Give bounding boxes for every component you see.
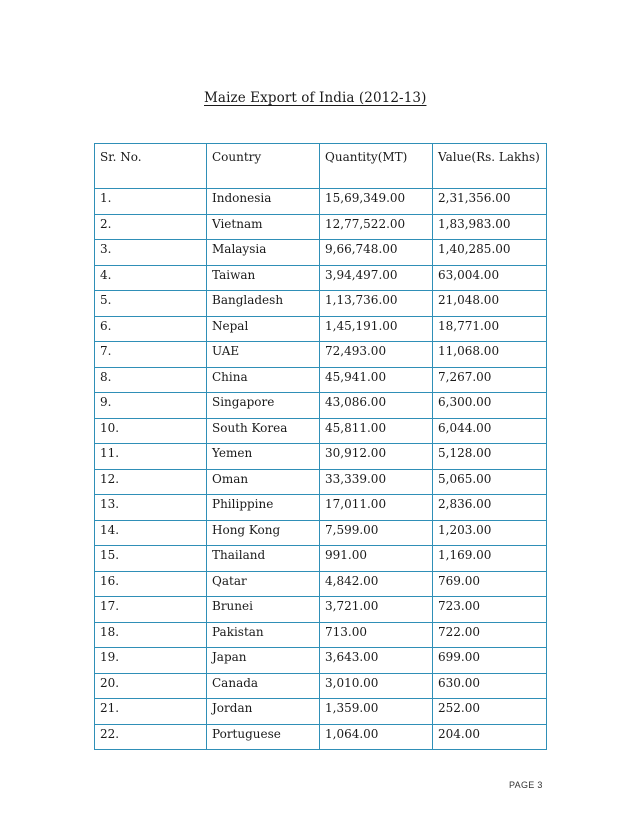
cell-sr-no: 5. — [95, 291, 207, 317]
cell-value: 1,83,983.00 — [433, 214, 547, 240]
cell-country: Qatar — [207, 571, 320, 597]
cell-country: Malaysia — [207, 240, 320, 266]
cell-sr-no: 6. — [95, 316, 207, 342]
cell-sr-no: 1. — [95, 189, 207, 215]
page-title: Maize Export of India (2012-13) — [204, 90, 427, 106]
cell-sr-no: 4. — [95, 265, 207, 291]
cell-sr-no: 15. — [95, 546, 207, 572]
cell-country: Singapore — [207, 393, 320, 419]
cell-quantity: 17,011.00 — [320, 495, 433, 521]
cell-country: Japan — [207, 648, 320, 674]
cell-sr-no: 9. — [95, 393, 207, 419]
cell-country: Jordan — [207, 699, 320, 725]
header-sr-no: Sr. No. — [95, 144, 207, 189]
cell-value: 252.00 — [433, 699, 547, 725]
cell-value: 21,048.00 — [433, 291, 547, 317]
cell-country: Brunei — [207, 597, 320, 623]
cell-sr-no: 12. — [95, 469, 207, 495]
table-row — [95, 418, 547, 444]
cell-sr-no: 10. — [95, 418, 207, 444]
cell-value: 6,300.00 — [433, 393, 547, 419]
cell-sr-no: 8. — [95, 367, 207, 393]
cell-quantity: 33,339.00 — [320, 469, 433, 495]
header-value: Value(Rs. Lakhs) — [433, 144, 547, 189]
cell-quantity: 1,359.00 — [320, 699, 433, 725]
cell-value: 2,31,356.00 — [433, 189, 547, 215]
cell-sr-no: 19. — [95, 648, 207, 674]
cell-value: 5,128.00 — [433, 444, 547, 470]
cell-country: Thailand — [207, 546, 320, 572]
table-row — [95, 291, 547, 317]
cell-value: 63,004.00 — [433, 265, 547, 291]
cell-country: Bangladesh — [207, 291, 320, 317]
cell-country: Yemen — [207, 444, 320, 470]
table-row — [95, 367, 547, 393]
header-quantity: Quantity(MT) — [320, 144, 433, 189]
table-row — [95, 699, 547, 725]
cell-quantity: 991.00 — [320, 546, 433, 572]
cell-quantity: 15,69,349.00 — [320, 189, 433, 215]
cell-country: South Korea — [207, 418, 320, 444]
cell-sr-no: 7. — [95, 342, 207, 368]
cell-value: 7,267.00 — [433, 367, 547, 393]
cell-value: 630.00 — [433, 673, 547, 699]
table-row — [95, 597, 547, 623]
cell-quantity: 3,721.00 — [320, 597, 433, 623]
table-row — [95, 265, 547, 291]
table-row — [95, 469, 547, 495]
table-row — [95, 240, 547, 266]
cell-value: 723.00 — [433, 597, 547, 623]
table-row — [95, 189, 547, 215]
cell-sr-no: 13. — [95, 495, 207, 521]
cell-sr-no: 18. — [95, 622, 207, 648]
cell-country: Philippine — [207, 495, 320, 521]
cell-quantity: 4,842.00 — [320, 571, 433, 597]
cell-sr-no: 3. — [95, 240, 207, 266]
table-row — [95, 673, 547, 699]
table-row — [95, 622, 547, 648]
cell-quantity: 45,941.00 — [320, 367, 433, 393]
cell-quantity: 3,010.00 — [320, 673, 433, 699]
cell-value: 18,771.00 — [433, 316, 547, 342]
cell-quantity: 12,77,522.00 — [320, 214, 433, 240]
table-row — [95, 316, 547, 342]
cell-country: Taiwan — [207, 265, 320, 291]
cell-value: 6,044.00 — [433, 418, 547, 444]
table-body — [95, 189, 547, 750]
cell-country: Indonesia — [207, 189, 320, 215]
cell-country: Vietnam — [207, 214, 320, 240]
cell-sr-no: 17. — [95, 597, 207, 623]
header-country: Country — [207, 144, 320, 189]
cell-value: 1,169.00 — [433, 546, 547, 572]
table-row — [95, 214, 547, 240]
table-row — [95, 342, 547, 368]
table-row — [95, 393, 547, 419]
header-row — [95, 144, 547, 189]
cell-value: 11,068.00 — [433, 342, 547, 368]
cell-quantity: 713.00 — [320, 622, 433, 648]
cell-country: Portuguese — [207, 724, 320, 750]
cell-quantity: 1,45,191.00 — [320, 316, 433, 342]
cell-quantity: 30,912.00 — [320, 444, 433, 470]
cell-country: Pakistan — [207, 622, 320, 648]
cell-sr-no: 2. — [95, 214, 207, 240]
cell-sr-no: 14. — [95, 520, 207, 546]
cell-value: 2,836.00 — [433, 495, 547, 521]
table-header — [95, 144, 547, 189]
page-number: PAGE 3 — [509, 780, 543, 790]
cell-quantity: 43,086.00 — [320, 393, 433, 419]
table-row — [95, 495, 547, 521]
cell-value: 722.00 — [433, 622, 547, 648]
cell-country: Hong Kong — [207, 520, 320, 546]
cell-value: 204.00 — [433, 724, 547, 750]
cell-quantity: 72,493.00 — [320, 342, 433, 368]
cell-value: 5,065.00 — [433, 469, 547, 495]
cell-sr-no: 21. — [95, 699, 207, 725]
cell-quantity: 3,94,497.00 — [320, 265, 433, 291]
cell-value: 769.00 — [433, 571, 547, 597]
cell-sr-no: 22. — [95, 724, 207, 750]
cell-sr-no: 16. — [95, 571, 207, 597]
table-row — [95, 546, 547, 572]
cell-value: 699.00 — [433, 648, 547, 674]
cell-sr-no: 20. — [95, 673, 207, 699]
cell-country: Canada — [207, 673, 320, 699]
cell-quantity: 7,599.00 — [320, 520, 433, 546]
cell-value: 1,203.00 — [433, 520, 547, 546]
table-row — [95, 724, 547, 750]
cell-country: UAE — [207, 342, 320, 368]
table-row — [95, 444, 547, 470]
cell-country: Oman — [207, 469, 320, 495]
maize-export-table — [94, 143, 547, 750]
cell-quantity: 3,643.00 — [320, 648, 433, 674]
cell-sr-no: 11. — [95, 444, 207, 470]
cell-value: 1,40,285.00 — [433, 240, 547, 266]
cell-country: Nepal — [207, 316, 320, 342]
cell-quantity: 9,66,748.00 — [320, 240, 433, 266]
cell-country: China — [207, 367, 320, 393]
table-row — [95, 520, 547, 546]
cell-quantity: 1,13,736.00 — [320, 291, 433, 317]
table-row — [95, 571, 547, 597]
cell-quantity: 45,811.00 — [320, 418, 433, 444]
table-row — [95, 648, 547, 674]
cell-quantity: 1,064.00 — [320, 724, 433, 750]
